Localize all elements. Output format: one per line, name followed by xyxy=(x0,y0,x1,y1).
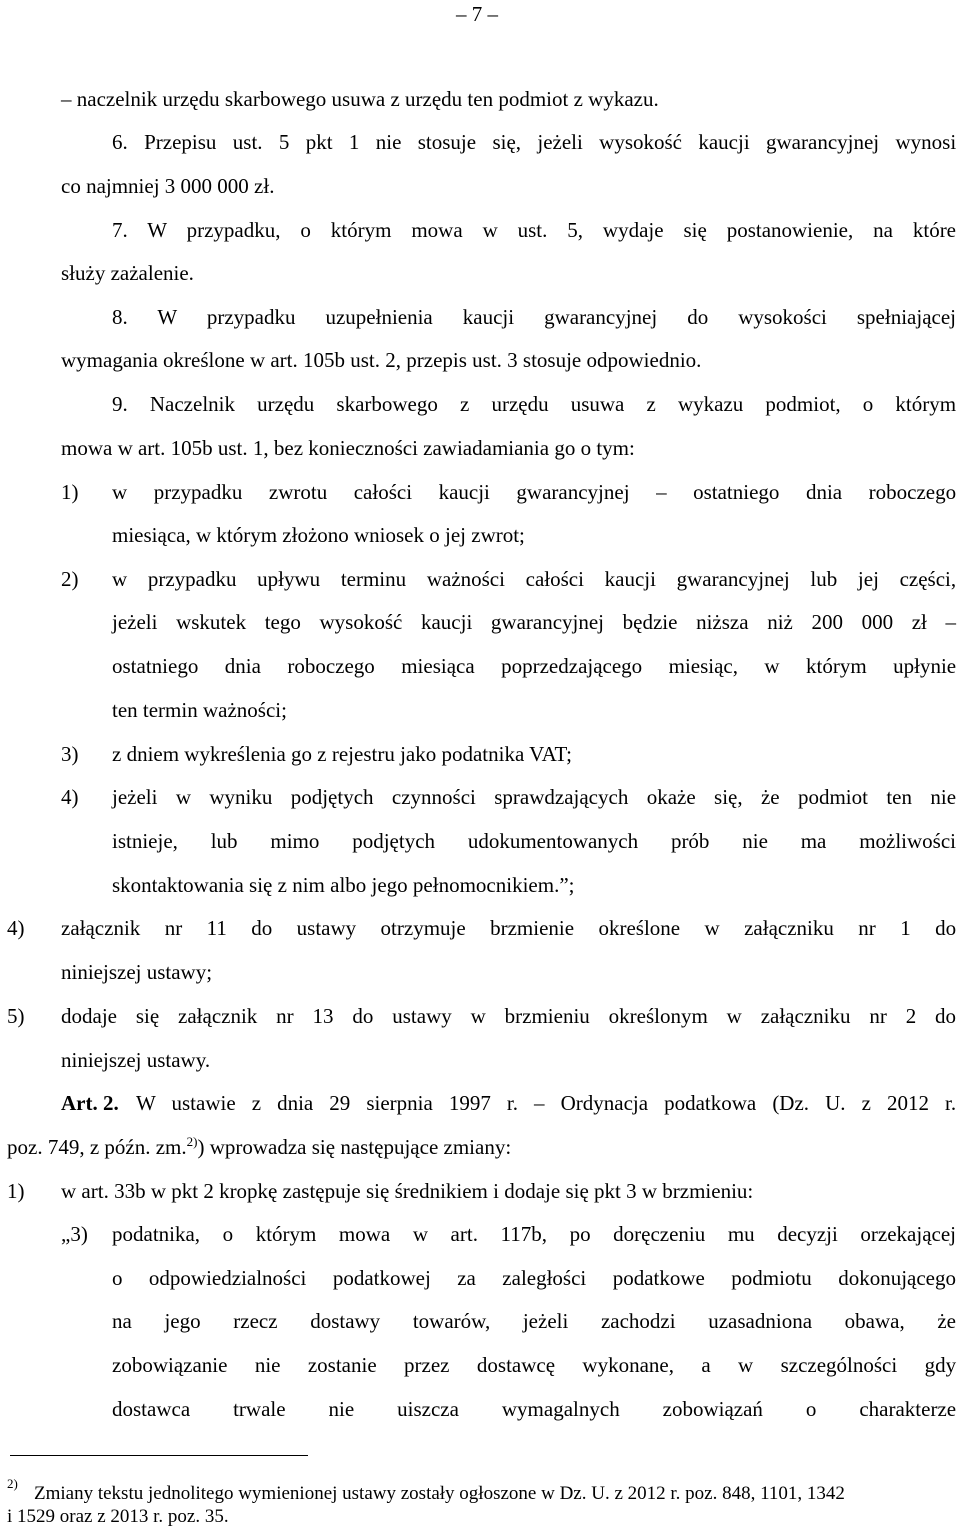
list-number: 3) xyxy=(61,742,79,766)
list-item-line: zobowiązanie nie zostanie przez dostawcę wykonane, a w szczególności gdy xyxy=(112,1353,957,1377)
list-item-line: jeżeli w wyniku podjętych czynności sprawdzających okaże się, że podmiot ten nie xyxy=(112,785,957,809)
paragraph-line xyxy=(7,1133,511,1161)
paragraph-line: co najmniej 3 000 000 zł. xyxy=(61,174,275,198)
paragraph-line: wymagania określone w art. 105b ust. 2, przepis ust. 3 stosuje odpowiednio. xyxy=(61,348,702,372)
list-item-line: załącznik nr 11 do ustawy otrzymuje brzmienie określone w załączniku nr 1 do xyxy=(61,916,957,940)
paragraph-line: służy zażalenie. xyxy=(61,261,194,285)
list-item-line: na jego rzecz dostawy towarów, jeżeli zachodzi uzasadniona obawa, że xyxy=(112,1309,957,1333)
article-label: Art. 2. xyxy=(61,1091,119,1115)
list-number: 1) xyxy=(7,1179,25,1203)
paragraph-text: poz. 749, z późn. zm. xyxy=(7,1135,187,1159)
paragraph-line: 6. Przepisu ust. 5 pkt 1 nie stosuje się, jeżeli wysokość kaucji gwarancyjnej wynosi xyxy=(112,130,957,154)
list-number: 4) xyxy=(61,785,79,809)
list-item-line: dostawca trwale nie uiszcza wymagalnych zobowiązań o charakterze xyxy=(112,1397,957,1421)
footnote-text: Zmiany tekstu jednolitego wymienionej ustawy zostały ogłoszone w Dz. U. z 2012 r. poz. 848, 1101, 1342 xyxy=(34,1483,845,1504)
list-item-line: ten termin ważności; xyxy=(112,698,287,722)
paragraph-text: ) wprowadza się następujące zmiany: xyxy=(197,1135,512,1159)
paragraph-line: W ustawie z dnia 29 sierpnia 1997 r. – Ordynacja podatkowa (Dz. U. z 2012 r. xyxy=(136,1091,957,1115)
footnote-marker: 2) xyxy=(7,1476,18,1491)
list-item-line: miesiąca, w którym złożono wniosek o jej zwrot; xyxy=(112,523,525,547)
list-number: „3) xyxy=(61,1222,88,1246)
list-item-line: skontaktowania się z nim albo jego pełnomocnikiem.”; xyxy=(112,873,575,897)
list-number: 4) xyxy=(7,916,25,940)
footnote-text: i 1529 oraz z 2013 r. poz. 35. xyxy=(7,1506,229,1527)
list-number: 1) xyxy=(61,480,79,504)
page-number: – 7 – xyxy=(456,2,498,26)
list-item-line: podatnika, o którym mowa w art. 117b, po doręczeniu mu decyzji orzekającej xyxy=(112,1222,957,1246)
list-number: 5) xyxy=(7,1004,25,1028)
list-item-line: ostatniego dnia roboczego miesiąca poprzedzającego miesiąc, w którym upłynie xyxy=(112,654,957,678)
list-item-line: niniejszej ustawy. xyxy=(61,1048,211,1072)
paragraph-line: 7. W przypadku, o którym mowa w ust. 5, wydaje się postanowienie, na które xyxy=(112,218,957,242)
paragraph-line: 9. Naczelnik urzędu skarbowego z urzędu usuwa z wykazu podmiot, o którym xyxy=(112,392,957,416)
list-item-line: w art. 33b w pkt 2 kropkę zastępuje się średnikiem i dodaje się pkt 3 w brzmieniu: xyxy=(61,1179,754,1203)
paragraph-line: 8. W przypadku uzupełnienia kaucji gwarancyjnej do wysokości spełniającej xyxy=(112,305,956,329)
footnote-separator xyxy=(10,1455,308,1456)
list-item-line: w przypadku zwrotu całości kaucji gwarancyjnej – ostatniego dnia roboczego xyxy=(112,480,957,504)
list-item-line: jeżeli wskutek tego wysokość kaucji gwarancyjnej będzie niższa niż 200 000 zł – xyxy=(112,610,956,634)
list-item-line: o odpowiedzialności podatkowej za zaległości podatkowe podmiotu dokonującego xyxy=(112,1266,956,1290)
paragraph-line: – naczelnik urzędu skarbowego usuwa z urzędu ten podmiot z wykazu. xyxy=(61,87,659,111)
list-item-line: istnieje, lub mimo podjętych udokumentowanych prób nie ma możliwości xyxy=(112,829,957,853)
list-item-line: dodaje się załącznik nr 13 do ustawy w brzmieniu określonym w załączniku nr 2 do xyxy=(61,1004,957,1028)
list-number: 2) xyxy=(61,567,79,591)
list-item-line: niniejszej ustawy; xyxy=(61,960,213,984)
footnote-ref: 2) xyxy=(186,1134,198,1149)
list-item-line: z dniem wykreślenia go z rejestru jako podatnika VAT; xyxy=(112,742,572,766)
list-item-line: w przypadku upływu terminu ważności całości kaucji gwarancyjnej lub jej części, xyxy=(112,567,957,591)
paragraph-line: mowa w art. 105b ust. 1, bez konieczności zawiadamiania go o tym: xyxy=(61,436,635,460)
